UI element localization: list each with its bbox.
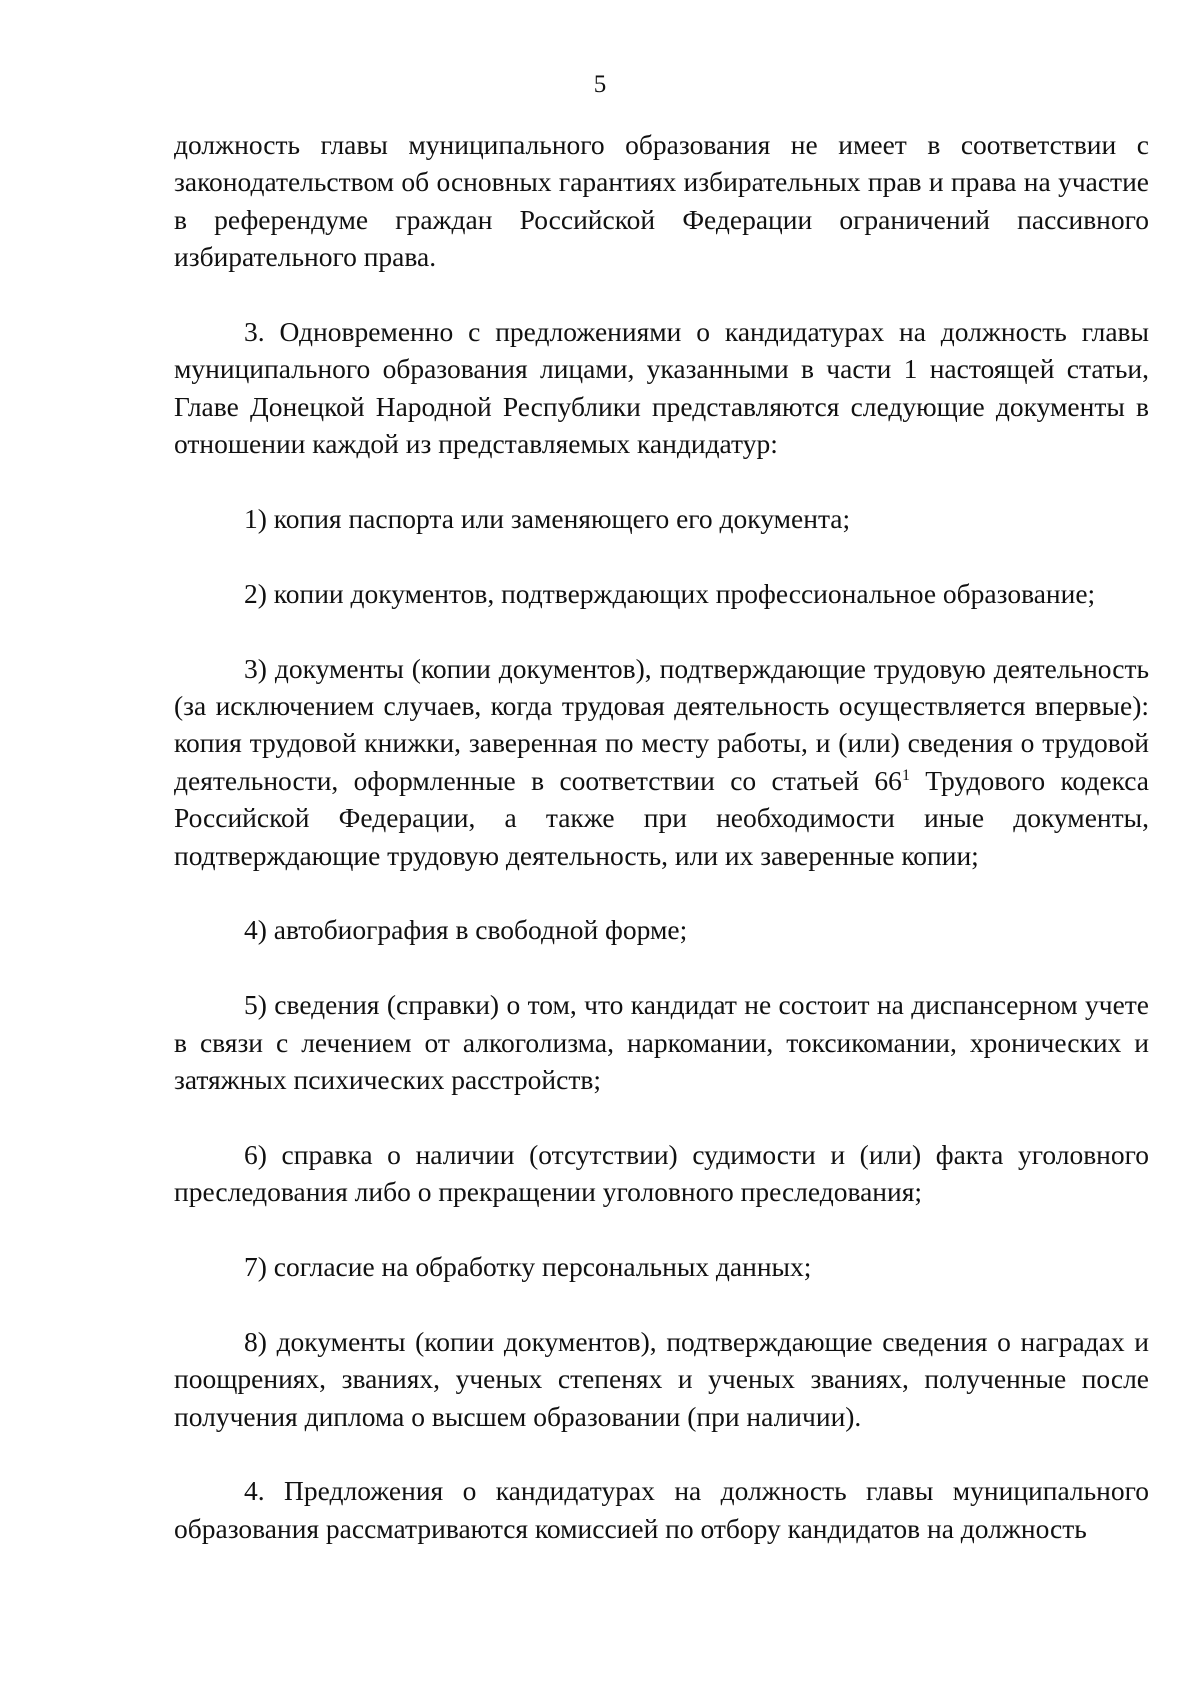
list-item-5: 5) сведения (справки) о том, что кандидат не состоит на диспансерном учете в связи с лечением от алкоголизма, наркомании, токсикомании, хронических и затяжных психических расстройств; (174, 989, 1149, 1096)
list-item-6: 6) справка о наличии (отсутствии) судимости и (или) факта уголовного преследования либо о прекращении уголовного преследования; (174, 1138, 1149, 1208)
document-body (174, 126, 1149, 1547)
list-item-8: 8) документы (копии документов), подтверждающие сведения о наградах и поощрениях, званиях, ученых степенях и ученых званиях, полученные после получения диплома о высшем образовании (при наличии). (174, 1325, 1149, 1432)
list-item-3 (174, 650, 1149, 874)
page-number: 5 (593, 71, 607, 98)
paragraph-part-4: 4. Предложения о кандидатурах на должность главы муниципального образования рассматриваются комиссией по отбору кандидатов на должность (174, 1475, 1149, 1544)
paragraph-continuation: должность главы муниципального образования не имеет в соответствии с законодательством об основных гарантиях избирательных прав и права на участие в референдуме граждан Российской Федерации ограничений пассивного избирательного права. (174, 129, 1149, 273)
list-item-7: 7) согласие на обработку персональных данных; (244, 1251, 812, 1283)
list-item-2: 2) копии документов, подтверждающих профессиональное образование; (244, 577, 1096, 609)
paragraph-part-3: 3. Одновременно с предложениями о кандидатурах на должность главы муниципального образования лицами, указанными в части 1 настоящей статьи, Главе Донецкой Народной Республики представляются следующие документы в отношении каждой из представляемых кандидатур: (174, 316, 1149, 460)
list-item-3-text-after: Трудового кодекса Российской Федерации, а также при необходимости иные документы, подтверждающие трудовую деятельность, или их заверенные копии; (174, 764, 1149, 871)
list-item-4: 4) автобиография в свободной форме; (244, 914, 688, 946)
list-item-3-text-before: 3) документы (копии документов), подтверждающие трудовую деятельность (за исключением случаев, когда трудовая деятельность осуществляется впервые): копия трудовой книжки, заверенная по месту работы, и (или) сведения о трудовой деятельности, оформленные в соответствии со статьей 66 (174, 652, 1149, 796)
list-item-1: 1) копия паспорта или заменяющего его документа; (244, 503, 851, 535)
article-superscript: 1 (901, 766, 910, 784)
